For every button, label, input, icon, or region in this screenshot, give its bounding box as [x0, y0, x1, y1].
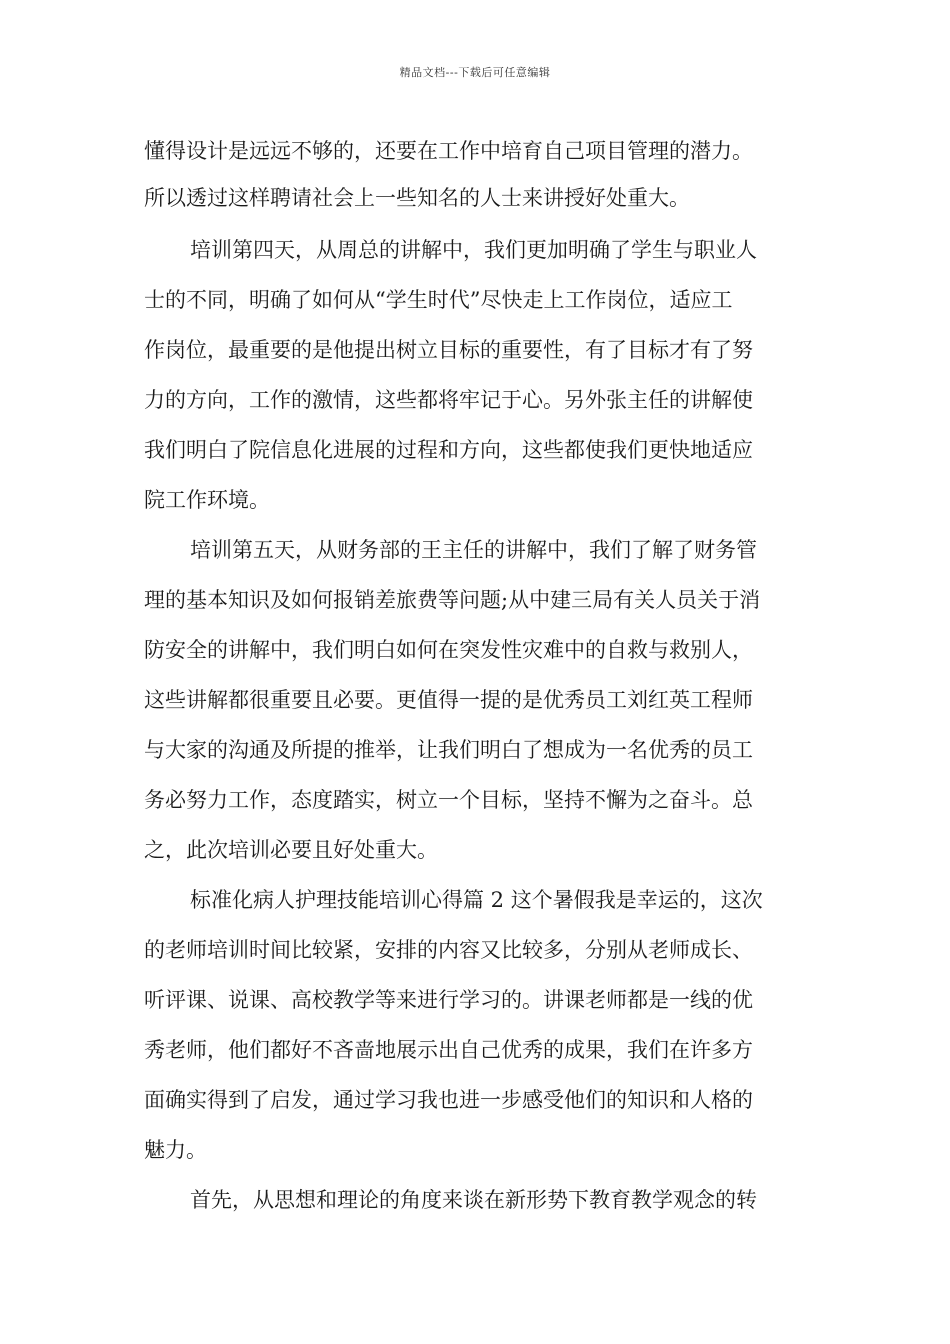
- text-line: 理的基本知识及如何报销差旅费等问题;从中建三局有关人员关于消: [144, 588, 761, 612]
- text-line: 这些讲解都很重要且必要。更值得一提的是优秀员工刘红英工程师: [144, 688, 753, 712]
- paragraph-start-line: 标准化病人护理技能培训心得篇 2 这个暑假我是幸运的，这次: [190, 888, 763, 912]
- paragraph-start-line: 培训第五天，从财务部的王主任的讲解中，我们了解了财务管: [190, 538, 757, 562]
- paragraph-start-line: 首先，从思想和理论的角度来谈在新形势下教育教学观念的转: [190, 1188, 757, 1212]
- text-line: 的老师培训时间比较紧，安排的内容又比较多，分别从老师成长、: [144, 938, 753, 962]
- text-line: 所以透过这样聘请社会上一些知名的人士来讲授好处重大。: [144, 186, 690, 210]
- text-line: 作岗位，最重要的是他提出树立目标的重要性，有了目标才有了努: [144, 338, 753, 362]
- text-line: 院工作环境。: [144, 488, 270, 512]
- text-line: 秀老师，他们都好不吝啬地展示出自己优秀的成果，我们在许多方: [144, 1038, 753, 1062]
- text-line: 听评课、说课、高校教学等来进行学习的。讲课老师都是一线的优: [144, 988, 753, 1012]
- text-line: 我们明白了院信息化进展的过程和方向，这些都使我们更快地适应: [144, 438, 753, 462]
- text-line: 之，此次培训必要且好处重大。: [144, 838, 438, 862]
- text-line: 防安全的讲解中，我们明白如何在突发性灾难中的自救与救别人，: [144, 638, 753, 662]
- text-line: 懂得设计是远远不够的，还要在工作中培育自己项目管理的潜力。: [144, 139, 753, 163]
- text-line: 务必努力工作，态度踏实，树立一个目标，坚持不懈为之奋斗。总: [144, 788, 753, 812]
- page-header: 精品文档---下载后可任意编辑: [399, 66, 551, 79]
- text-line: 士的不同，明确了如何从“学生时代”尽快走上工作岗位，适应工: [144, 288, 733, 312]
- text-line: 魅力。: [144, 1138, 207, 1162]
- text-line: 面确实得到了启发，通过学习我也进一步感受他们的知识和人格的: [144, 1088, 753, 1112]
- text-line: 与大家的沟通及所提的推举，让我们明白了想成为一名优秀的员工: [144, 738, 753, 762]
- paragraph-start-line: 培训第四天，从周总的讲解中，我们更加明确了学生与职业人: [190, 238, 757, 262]
- text-line: 力的方向，工作的激情，这些都将牢记于心。另外张主任的讲解使: [144, 388, 753, 412]
